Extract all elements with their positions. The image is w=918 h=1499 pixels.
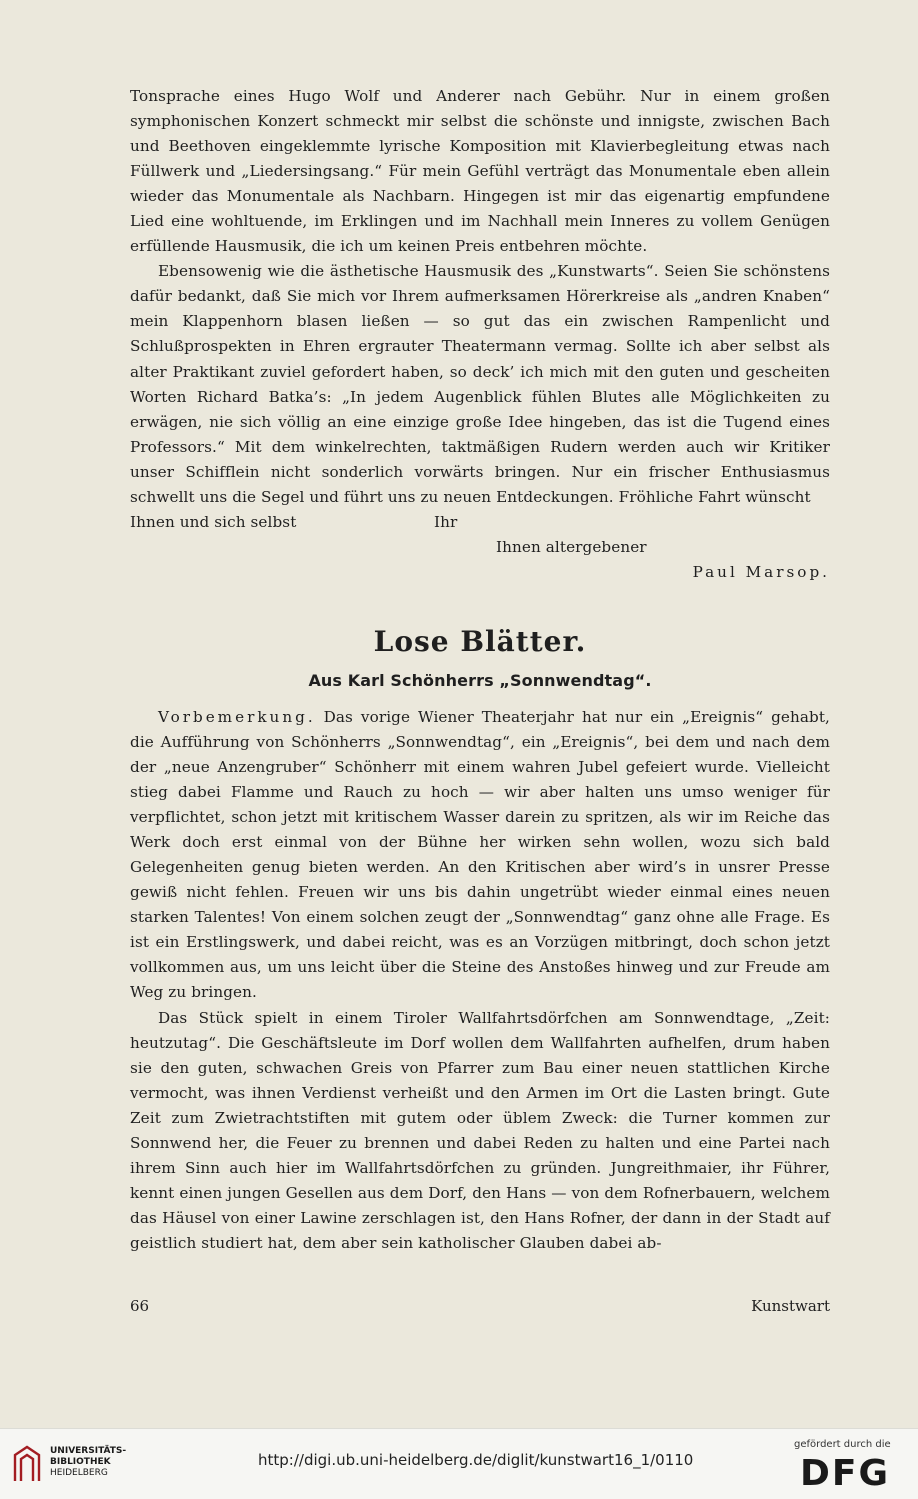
viewer-footer-bar (0, 1428, 918, 1499)
paragraph-2: Ebensowenig wie die ästhetische Hausmusik des „Kunstwarts“. Seien Sie schönstens dafür bedankt, daß Sie mich vor Ihrem aufmerksamen Hörerkreise als „andren Knaben“ mein Klappenhorn blasen ließen — so gut das ein zwischen Rampenlicht und Schlußprospekten in Ehren ergrauter Theatermann vermag. Sollte ich aber selbst als alter Praktikant zuviel gefordert haben, so deck’ ich mich mit den guten und gescheiten Worten Richard Batka’s: „In jedem Augenblick fühlen Blutes alle Möglichkeiten zu erwägen, nie sich völlig an eine einzige große Idee hingeben, das ist die Tugend eines Professors.“ Mit dem winkelrechten, taktmäßigen Rudern werden auch wir Kritiker unser Schifflein nicht sonderlich vorwärts bringen. Nur ein frischer Enthusiasmus schwellt uns die Segel und führt uns zu neuen Entdeckungen. Fröhliche Fahrt wünscht (130, 262, 830, 506)
journal-name: Kunstwart (751, 1297, 830, 1315)
paragraph-3-text: Das vorige Wiener Theaterjahr hat nur ein „Ereignis“ gehabt, die Aufführung von Schönherrs „Sonnwendtag“, ein „Ereignis“, bei dem und nach dem der „neue Anzengruber“ Schönherr mit einem wahren Jubel gefeiert wurde. Vielleicht stieg dabei Flamme und Rauch zu hoch — wir aber halten uns umso weniger für verpflichtet, schon jetzt mit kritischem Wasser darein zu spritzen, als wir im Reiche das Werk doch erst einmal von der Bühne her wirken sehn wollen, wozu sich bald Gelegenheiten genug bieten werden. An den Kritischen aber wird’s in unsrer Presse gewiß nicht fehlen. Freuen wir uns bis dahin ungetrübt wieder einmal eines neuen starken Talentes! Von einem solchen zeugt der „Sonnwendtag“ ganz ohne alle Frage. Es ist ein Erstlingswerk, und dabei reicht, was es an Vorzügen mitbringt, doch schon jetzt vollkommen aus, um uns leicht über die Steine des Anstoßes hinweg und zur Freude am Weg zu bringen. (130, 707, 830, 1002)
paragraph-lead: Vorbemerkung. (158, 707, 316, 726)
closing-right: Ihr (434, 512, 458, 531)
dfg-logo: DFG (800, 1453, 891, 1494)
funding-caption: gefördert durch die (794, 1439, 891, 1450)
section-subtitle: Aus Karl Schönherrs „Sonnwendtag“. (308, 670, 652, 690)
library-line-3: HEIDELBERG (50, 1468, 108, 1478)
closing-left: Ihnen und sich selbst (130, 512, 297, 531)
section-title: Lose Blätter. (373, 624, 587, 658)
library-name (50, 1446, 126, 1479)
paragraph-1: Tonsprache eines Hugo Wolf und Anderer nach Gebühr. Nur in einem großen symphonischen Konzert schmeckt mir selbst die schönste und innigste, zwischen Bach und Beethoven eingeklemmte lyrische Komposition mit Klavierbegleitung etwas nach Füllwerk und „Liedersingsang.“ Für mein Gefühl verträgt das Monumentale eben allein wieder das Monumentale als Nachbarn. Hingegen ist mir das eigenartig empfundene Lied eine wohltuende, im Erklingen und im Nachhall mein Inneres zu vollem Genügen erfüllende Hausmusik, die ich um keinen Preis entbehren möchte. (130, 87, 830, 256)
library-seal-icon (12, 1445, 42, 1483)
page-footer (130, 1297, 830, 1315)
paragraph-3 (130, 705, 830, 1006)
library-line-1: UNIVERSITÄTS- (50, 1446, 127, 1456)
page-number: 66 (130, 1297, 150, 1315)
paragraph-4: Das Stück spielt in einem Tiroler Wallfahrtsdörfchen am Sonnwendtage, „Zeit: heutzutag“. Die Geschäftsleute im Dorf wollen dem Wallfahrten aufhelfen, drum haben sie den guten, schwachen Greis von Pfarrer zum Bau einer neuen stattlichen Kirche vermocht, was ihnen Verdienst verheißt und den Armen im Ort die Lasten bringt. Gute Zeit zum Zwietrachtstiften mit gutem oder üblem Zweck: die Turner kommen zur Sonnwend her, die Feuer zu brennen und dabei Reden zu halten und eine Partei nach ihrem Sinn auch hier im Wallfahrtsdörfchen zu gründen. Jungreithmaier, ihr Führer, kennt einen jungen Gesellen aus dem Dorf, den Hans — von dem Rofnerbauern, welchem das Häusel von einer Lawine zerschlagen ist, den Hans Rofner, der dann in der Stadt auf geistlich studiert hat, dem aber sein katholischer Glauben dabei ab- (130, 1008, 830, 1252)
closing-line: Ihnen altergebener (496, 537, 647, 556)
closing-row (130, 510, 830, 535)
author-signature: Paul Marsop. (692, 562, 830, 581)
permalink-url[interactable]: http://digi.ub.uni-heidelberg.de/diglit/kunstwart16_1/0110 (258, 1451, 694, 1469)
library-line-2: BIBLIOTHEK (50, 1457, 111, 1467)
body-text (130, 84, 830, 1256)
